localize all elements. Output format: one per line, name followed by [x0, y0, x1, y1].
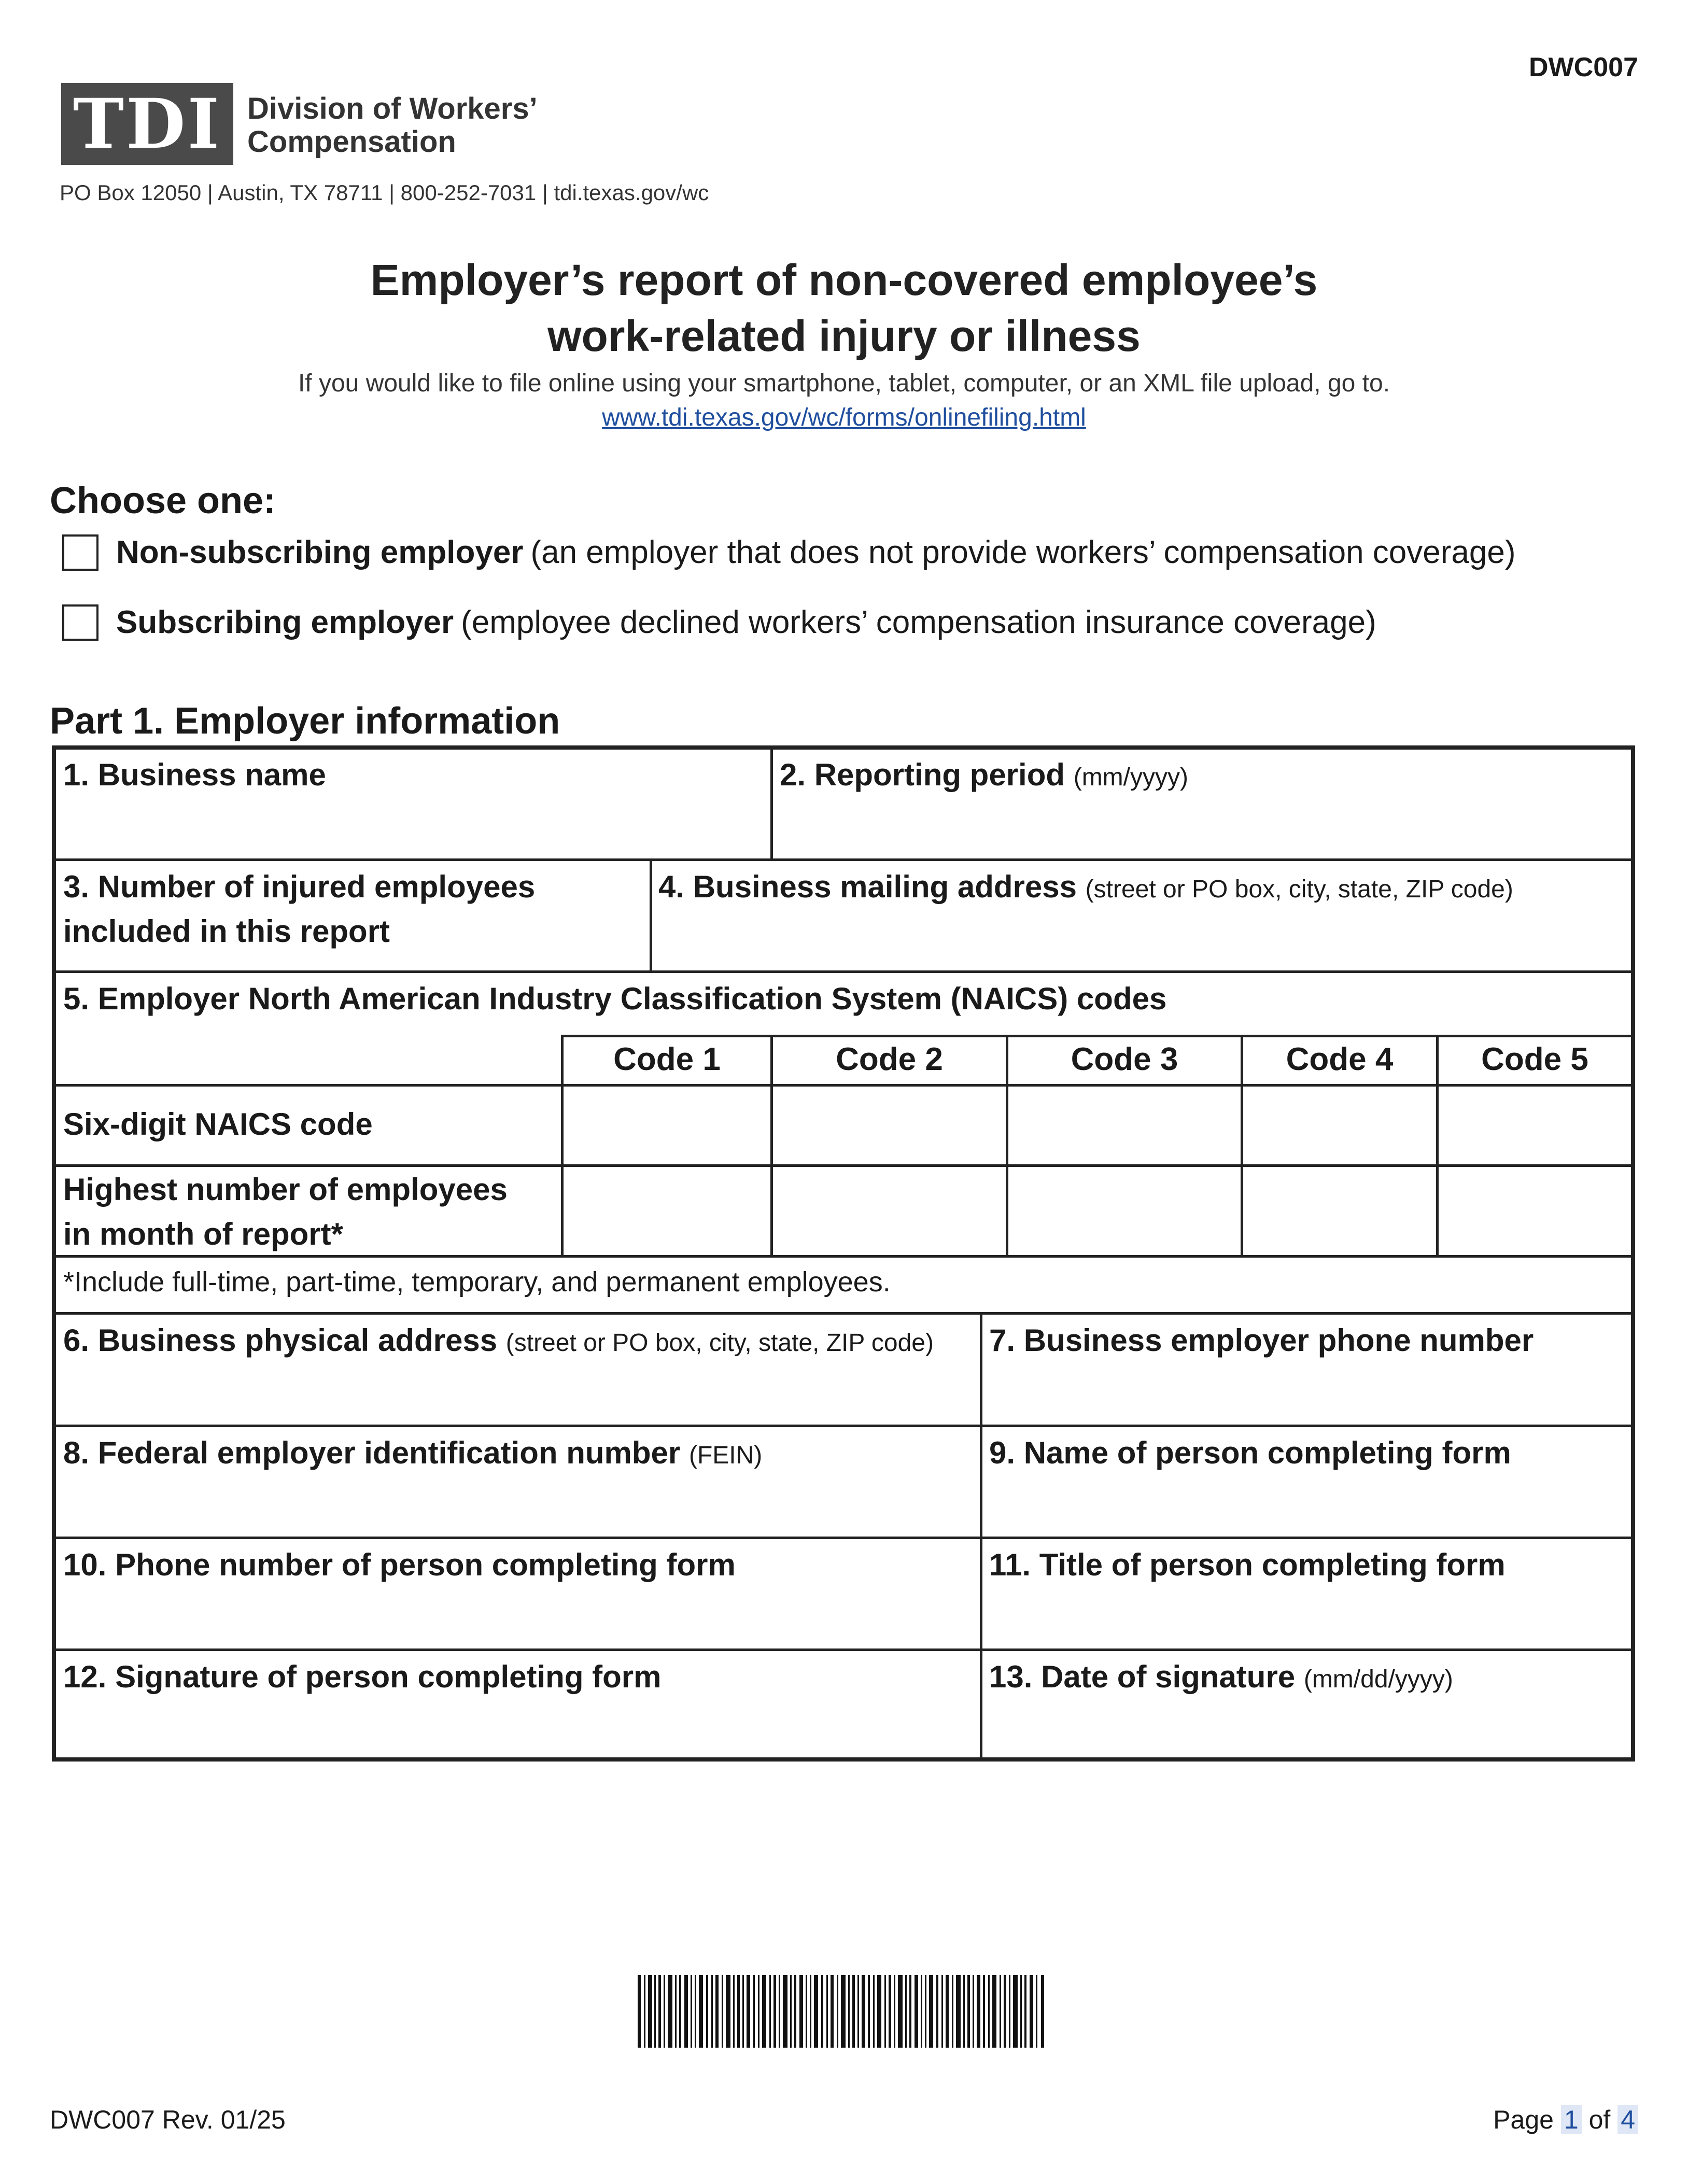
- code-3-header: Code 3: [1071, 1041, 1178, 1077]
- total-pages: 4: [1617, 2105, 1638, 2134]
- injured-count-line1: 3. Number of injured employees: [63, 869, 536, 904]
- completer-name-label: 9. Name of person completing form: [989, 1435, 1511, 1470]
- naics-code-row-label: Six-digit NAICS code: [63, 1107, 373, 1142]
- signature-date-text: 13. Date of signature: [989, 1659, 1296, 1694]
- naics-code-5-field[interactable]: [1439, 1087, 1631, 1164]
- revision-label: DWC007 Rev. 01/25: [50, 2105, 286, 2134]
- employee-count-4-field[interactable]: [1243, 1167, 1436, 1255]
- signature-field[interactable]: [56, 1651, 980, 1757]
- physical-address-text: 6. Business physical address: [63, 1323, 498, 1358]
- non-subscribing-checkbox[interactable]: [62, 534, 99, 571]
- naics-code-1-field[interactable]: [564, 1087, 770, 1164]
- employer-info-table: [52, 745, 1635, 1762]
- agency-name: [247, 92, 538, 159]
- completer-phone-field[interactable]: [56, 1539, 980, 1648]
- subscribing-checkbox[interactable]: [62, 604, 99, 641]
- completer-phone-label: 10. Phone number of person completing form: [63, 1547, 736, 1582]
- code-5-header: Code 5: [1481, 1041, 1588, 1077]
- signature-date-hint: (mm/dd/yyyy): [1303, 1666, 1453, 1693]
- naics-code-4-field[interactable]: [1243, 1087, 1436, 1164]
- physical-address-hint: (street or PO box, city, state, ZIP code): [505, 1329, 934, 1357]
- reporting-period-hint: (mm/yyyy): [1073, 764, 1188, 791]
- employee-count-3-field[interactable]: [1008, 1167, 1241, 1255]
- naics-label: 5. Employer North American Industry Classification System (NAICS) codes: [63, 981, 1167, 1016]
- current-page[interactable]: 1: [1561, 2105, 1582, 2134]
- online-filing-text: If you would like to file online using your smartphone, tablet, computer, or an XML file upload, go to.: [298, 370, 1390, 397]
- completer-title-field[interactable]: [982, 1539, 1631, 1648]
- option-label: Non-subscribing employer: [116, 534, 524, 570]
- mailing-address-field[interactable]: [652, 861, 1631, 970]
- employer-phone-field[interactable]: [982, 1315, 1631, 1425]
- page-indicator: [1493, 2105, 1638, 2135]
- option-label: Subscribing employer: [116, 604, 454, 640]
- employee-count-row-label: [63, 1167, 508, 1257]
- completer-name-field[interactable]: [982, 1427, 1631, 1537]
- fein-hint: (FEIN): [688, 1442, 763, 1469]
- physical-address-field[interactable]: [56, 1315, 980, 1425]
- signature-label: 12. Signature of person completing form: [63, 1659, 662, 1694]
- agency-name-line2: Compensation: [247, 125, 456, 159]
- signature-date-field[interactable]: [982, 1651, 1631, 1757]
- choose-one-heading: Choose one:: [50, 480, 276, 522]
- employee-note: *Include full-time, part-time, temporary, and permanent employees.: [63, 1266, 891, 1298]
- naics-code-2-field[interactable]: [773, 1087, 1006, 1164]
- business-name-label: 1. Business name: [63, 757, 326, 792]
- part1-heading: Part 1. Employer information: [50, 700, 560, 742]
- code-2-header: Code 2: [836, 1041, 943, 1077]
- employer-phone-label: 7. Business employer phone number: [989, 1323, 1534, 1358]
- completer-title-label: 11. Title of person completing form: [989, 1547, 1506, 1582]
- option-non-subscribing[interactable]: [62, 534, 1515, 571]
- employee-count-line2: in month of report*: [63, 1217, 343, 1251]
- form-title-line2: work-related injury or illness: [547, 312, 1141, 360]
- mailing-address-hint: (street or PO box, city, state, ZIP code): [1085, 876, 1513, 903]
- mailing-address-text: 4. Business mailing address: [658, 869, 1077, 904]
- code-1-header: Code 1: [613, 1041, 721, 1077]
- barcode: [638, 1975, 1047, 2048]
- employee-count-1-field[interactable]: [564, 1167, 770, 1255]
- naics-code-3-field[interactable]: [1008, 1087, 1241, 1164]
- option-desc: (an employer that does not provide workers’ compensation coverage): [530, 534, 1516, 570]
- reporting-period-field[interactable]: [773, 750, 1631, 858]
- employee-count-5-field[interactable]: [1439, 1167, 1631, 1255]
- online-filing-link[interactable]: www.tdi.texas.gov/wc/forms/onlinefiling.html: [602, 404, 1086, 431]
- form-code: DWC007: [1529, 52, 1638, 82]
- employee-count-2-field[interactable]: [773, 1167, 1006, 1255]
- fein-field[interactable]: [56, 1427, 980, 1537]
- employee-count-line1: Highest number of employees: [63, 1172, 508, 1207]
- contact-info: PO Box 12050 | Austin, TX 78711 | 800-252-7031 | tdi.texas.gov/wc: [60, 180, 709, 205]
- tdi-logo: TDI: [61, 83, 233, 165]
- form-title-line1: Employer’s report of non-covered employee’s: [370, 256, 1318, 304]
- injured-count-line2: included in this report: [63, 914, 390, 949]
- injured-count-field[interactable]: [56, 861, 650, 970]
- page-prefix: Page: [1493, 2105, 1554, 2134]
- reporting-period-text: 2. Reporting period: [780, 757, 1065, 792]
- code-4-header: Code 4: [1286, 1041, 1394, 1077]
- option-desc: (employee declined workers’ compensation insurance coverage): [461, 604, 1376, 640]
- option-subscribing[interactable]: [62, 604, 1376, 641]
- page-of: of: [1588, 2105, 1611, 2134]
- business-name-field[interactable]: [56, 750, 770, 858]
- fein-text: 8. Federal employer identification number: [63, 1435, 681, 1470]
- agency-name-line1: Division of Workers’: [247, 92, 538, 125]
